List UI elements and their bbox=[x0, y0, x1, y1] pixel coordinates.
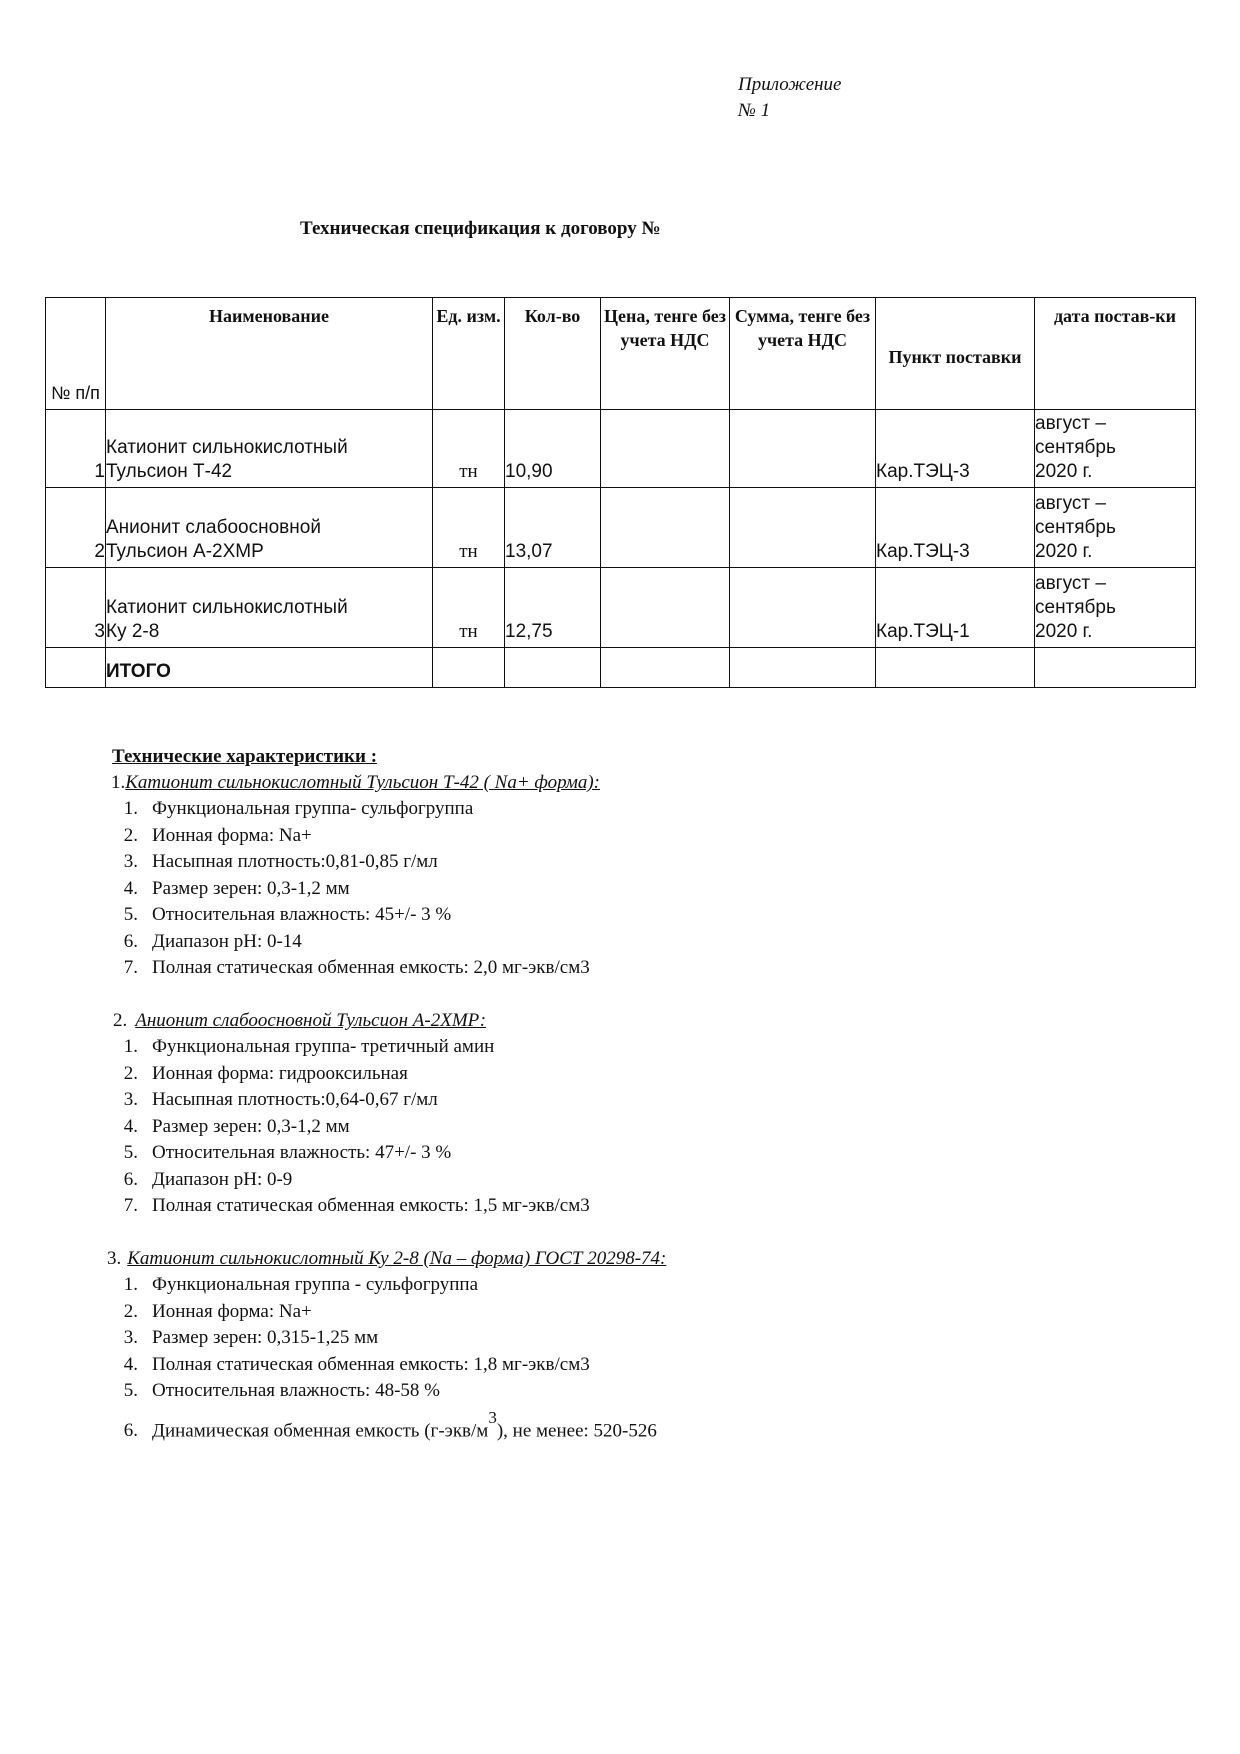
row-date-line-3: 2020 г. bbox=[1035, 461, 1093, 482]
item-text: Относительная влажность: 48-58 % bbox=[152, 1380, 440, 1401]
list-item bbox=[100, 1272, 1240, 1299]
item-number: 2. bbox=[123, 1300, 138, 1322]
spec-group-number: 1. bbox=[111, 772, 126, 793]
item-number: 3. bbox=[123, 1327, 138, 1348]
list-item bbox=[100, 849, 1240, 876]
item-text: Динамическая обменная емкость (г-экв/м bbox=[152, 1419, 489, 1441]
specs-heading: Технические характеристики : bbox=[112, 746, 378, 767]
row-name bbox=[106, 488, 433, 568]
spec-group-number: 2. bbox=[113, 1010, 128, 1031]
item-number: 4. bbox=[123, 1115, 138, 1137]
row-qty: 13,07 bbox=[505, 488, 601, 568]
row-place: Кар.ТЭЦ-3 bbox=[876, 410, 1035, 488]
row-date-line-1: август – bbox=[1035, 573, 1106, 594]
row-name-line-1: Катионит сильнокислотный bbox=[106, 437, 348, 458]
spec-group bbox=[0, 1248, 1240, 1444]
total-empty-cell bbox=[876, 648, 1035, 688]
list-item bbox=[100, 1140, 1240, 1167]
table-total-row bbox=[46, 648, 1196, 688]
header-unit: Ед. изм. bbox=[433, 298, 505, 410]
total-empty-cell bbox=[505, 648, 601, 688]
item-text: Полная статическая обменная емкость: 1,5 мг-экв/см3 bbox=[152, 1195, 590, 1216]
item-text: Насыпная плотность:0,64-0,67 г/мл bbox=[152, 1089, 438, 1110]
item-text: Размер зерен: 0,315-1,25 мм bbox=[152, 1327, 379, 1348]
table-row bbox=[46, 488, 1196, 568]
spec-group-title bbox=[0, 1248, 1240, 1270]
table-row bbox=[46, 410, 1196, 488]
row-date bbox=[1035, 410, 1196, 488]
item-text: Диапазон pH: 0-9 bbox=[152, 1168, 293, 1190]
item-text: Размер зерен: 0,3-1,2 мм bbox=[152, 1115, 350, 1137]
header-name: Наименование bbox=[106, 298, 433, 410]
item-number: 6. bbox=[123, 1168, 138, 1190]
row-date-line-3: 2020 г. bbox=[1035, 541, 1093, 562]
row-sum bbox=[730, 488, 876, 568]
item-number: 5. bbox=[123, 1380, 138, 1401]
item-text-tail: ), не менее: 520-526 bbox=[496, 1419, 657, 1441]
row-sum bbox=[730, 410, 876, 488]
item-number: 7. bbox=[123, 957, 138, 978]
item-number: 1. bbox=[123, 798, 138, 819]
item-text: Относительная влажность: 45+/- 3 % bbox=[152, 904, 452, 925]
row-qty: 12,75 bbox=[505, 568, 601, 648]
item-text: Функциональная группа - сульфогруппа bbox=[152, 1274, 479, 1295]
list-item bbox=[100, 1299, 1240, 1326]
item-number: 6. bbox=[123, 930, 138, 952]
item-number: 2. bbox=[123, 824, 138, 846]
list-item bbox=[100, 1087, 1240, 1114]
spec-list bbox=[0, 1272, 1240, 1444]
row-num: 1 bbox=[46, 410, 106, 488]
item-text: Диапазон pH: 0-14 bbox=[152, 930, 302, 952]
row-name-line-2: Тульсион Т-42 bbox=[106, 461, 233, 482]
item-number: 3. bbox=[123, 1089, 138, 1110]
item-text: Относительная влажность: 47+/- 3 % bbox=[152, 1142, 452, 1163]
row-date bbox=[1035, 568, 1196, 648]
spec-group-title bbox=[0, 1010, 1240, 1032]
item-number: 5. bbox=[123, 1142, 138, 1163]
spec-list bbox=[0, 1034, 1240, 1220]
row-date-line-1: август – bbox=[1035, 493, 1106, 514]
item-text: Ионная форма: Na+ bbox=[152, 1300, 312, 1322]
item-text: Функциональная группа- сульфогруппа bbox=[152, 798, 474, 819]
row-num: 3 bbox=[46, 568, 106, 648]
specification-table bbox=[45, 297, 1196, 688]
list-item bbox=[100, 1061, 1240, 1088]
item-number: 4. bbox=[123, 1353, 138, 1375]
list-item bbox=[100, 1352, 1240, 1379]
item-text: Функциональная группа- третичный амин bbox=[152, 1036, 495, 1057]
row-date-line-2: сентябрь bbox=[1035, 517, 1116, 538]
row-date-line-3: 2020 г. bbox=[1035, 621, 1093, 642]
spec-list bbox=[0, 796, 1240, 982]
row-date-line-1: август – bbox=[1035, 413, 1106, 434]
appendix-line-2: № 1 bbox=[738, 100, 771, 121]
spec-group bbox=[0, 772, 1240, 982]
row-unit: тн bbox=[433, 568, 505, 648]
spec-group-title-text: Катионит сильнокислотный Тульсион Т-42 ( Na+ форма): bbox=[125, 772, 600, 793]
item-number: 7. bbox=[123, 1195, 138, 1216]
spec-group-title bbox=[0, 772, 1240, 794]
table-header-row bbox=[46, 298, 1196, 410]
list-item bbox=[100, 1193, 1240, 1220]
item-number: 4. bbox=[123, 877, 138, 899]
spec-group bbox=[0, 1010, 1240, 1220]
list-item bbox=[100, 1325, 1240, 1352]
item-text: Насыпная плотность:0,81-0,85 г/мл bbox=[152, 851, 438, 872]
header-num: № п/п bbox=[46, 298, 106, 410]
total-empty-cell bbox=[601, 648, 730, 688]
header-price: Цена, тенге без учета НДС bbox=[601, 298, 730, 410]
row-num: 2 bbox=[46, 488, 106, 568]
item-text: Полная статическая обменная емкость: 1,8 мг-экв/см3 bbox=[152, 1353, 590, 1375]
document-title: Техническая спецификация к договору № bbox=[300, 218, 661, 239]
row-name-line-1: Анионит слабоосновной bbox=[106, 517, 321, 538]
item-number: 6. bbox=[123, 1419, 138, 1441]
spec-group-number: 3. bbox=[107, 1248, 122, 1269]
row-qty: 10,90 bbox=[505, 410, 601, 488]
item-text: Ионная форма: Na+ bbox=[152, 824, 312, 846]
row-place: Кар.ТЭЦ-3 bbox=[876, 488, 1035, 568]
row-unit: тн bbox=[433, 410, 505, 488]
row-date bbox=[1035, 488, 1196, 568]
header-date: дата постав-ки bbox=[1035, 298, 1196, 410]
spec-group-title-text: Катионит сильнокислотный Ку 2-8 (Na – форма) ГОСТ 20298-74: bbox=[127, 1248, 667, 1269]
row-name-line-1: Катионит сильнокислотный bbox=[106, 597, 348, 618]
list-item bbox=[100, 1034, 1240, 1061]
list-item bbox=[100, 796, 1240, 823]
row-price bbox=[601, 488, 730, 568]
item-number: 3. bbox=[123, 851, 138, 872]
list-item bbox=[100, 1378, 1240, 1405]
row-date-line-2: сентябрь bbox=[1035, 437, 1116, 458]
list-item bbox=[100, 1167, 1240, 1194]
header-qty: Кол-во bbox=[505, 298, 601, 410]
appendix-label bbox=[738, 72, 841, 124]
row-price bbox=[601, 410, 730, 488]
row-date-line-2: сентябрь bbox=[1035, 597, 1116, 618]
total-empty-cell bbox=[1035, 648, 1196, 688]
spec-group-title-text: Анионит слабоосновной Тульсион А-2ХМР: bbox=[135, 1010, 487, 1031]
header-sum: Сумма, тенге без учета НДС bbox=[730, 298, 876, 410]
row-price bbox=[601, 568, 730, 648]
list-item bbox=[100, 929, 1240, 956]
item-number: 1. bbox=[123, 1274, 138, 1295]
total-empty-cell bbox=[433, 648, 505, 688]
list-item bbox=[100, 823, 1240, 850]
row-name bbox=[106, 568, 433, 648]
table-row bbox=[46, 568, 1196, 648]
appendix-line-1: Приложение bbox=[738, 74, 842, 95]
list-item bbox=[100, 1114, 1240, 1141]
item-number: 2. bbox=[123, 1062, 138, 1084]
total-empty-cell bbox=[46, 648, 106, 688]
item-text: Ионная форма: гидрооксильная bbox=[152, 1062, 408, 1084]
list-item bbox=[100, 876, 1240, 903]
total-label: ИТОГО bbox=[106, 648, 433, 688]
row-name-line-2: Тульсион А-2ХМР bbox=[106, 541, 264, 562]
item-text: Размер зерен: 0,3-1,2 мм bbox=[152, 877, 350, 899]
row-place: Кар.ТЭЦ-1 bbox=[876, 568, 1035, 648]
list-item bbox=[100, 902, 1240, 929]
row-unit: тн bbox=[433, 488, 505, 568]
item-number: 1. bbox=[123, 1036, 138, 1057]
item-text: Полная статическая обменная емкость: 2,0 мг-экв/см3 bbox=[152, 957, 590, 978]
list-item bbox=[100, 955, 1240, 982]
item-superscript: 3 bbox=[488, 1407, 497, 1427]
total-empty-cell bbox=[730, 648, 876, 688]
row-name bbox=[106, 410, 433, 488]
list-item bbox=[100, 1407, 1240, 1445]
item-number: 5. bbox=[123, 904, 138, 925]
row-name-line-2: Ку 2-8 bbox=[106, 621, 160, 642]
row-sum bbox=[730, 568, 876, 648]
header-place: Пункт поставки bbox=[876, 298, 1035, 410]
